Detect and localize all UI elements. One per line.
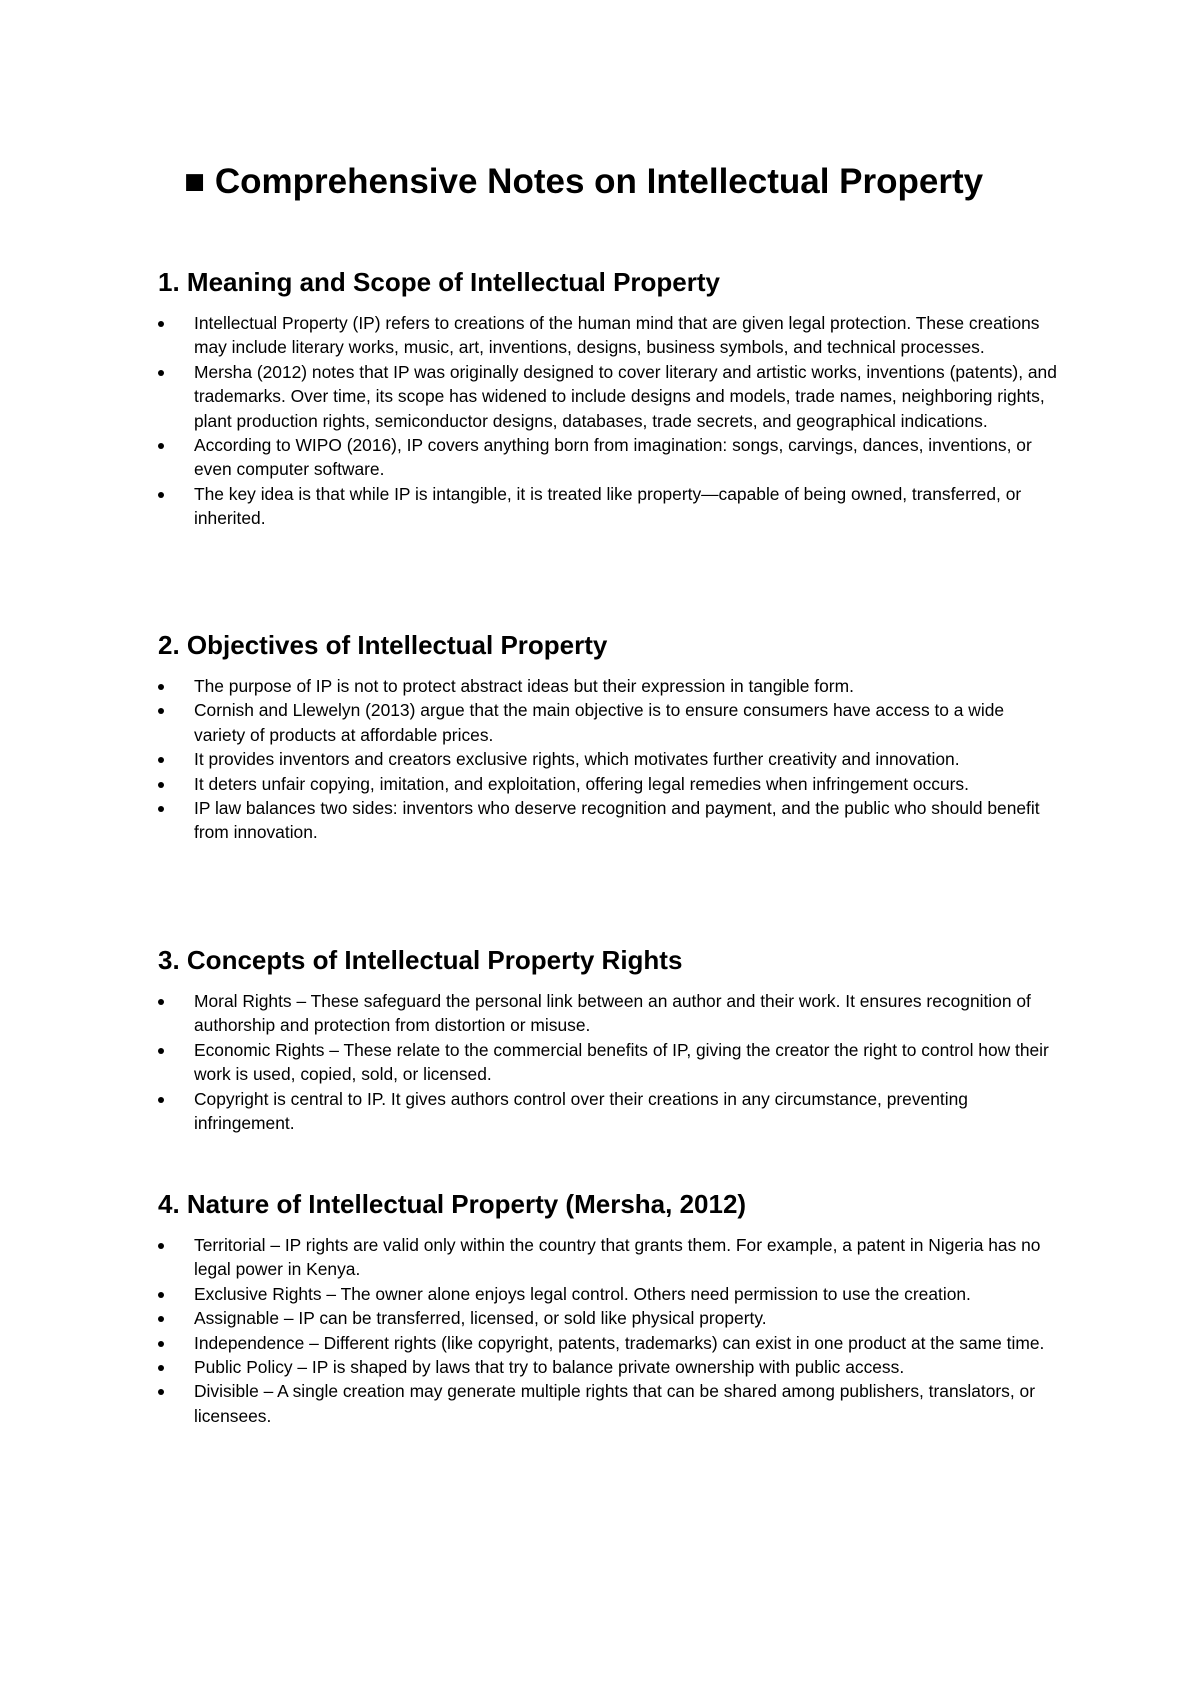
bullet-list [158, 989, 1058, 1135]
section-objectives [158, 628, 1058, 845]
bullet-icon [158, 1365, 164, 1371]
list-item-text: Cornish and Llewelyn (2013) argue that the main objective is to ensure consumers have access to a wide variety of products at affordable prices. [194, 700, 1005, 745]
list-item [158, 772, 1058, 796]
bullet-icon [158, 321, 164, 327]
list-item [158, 433, 1058, 482]
bullet-list [158, 1233, 1058, 1428]
list-item-text: Economic Rights – These relate to the commercial benefits of IP, giving the creator the right to control how their work is used, copied, sold, or licensed. [194, 1039, 1049, 1085]
bullet-list [158, 674, 1058, 845]
bullet-icon [158, 1316, 164, 1322]
list-item [158, 989, 1058, 1038]
bullet-icon [158, 1389, 164, 1395]
section-heading: 3. Concepts of Intellectual Property Rights [158, 945, 683, 975]
bullet-icon [158, 782, 164, 788]
bullet-icon [158, 684, 164, 690]
section-concepts [158, 943, 1058, 1135]
bullet-icon [158, 492, 164, 498]
list-item [158, 747, 1058, 771]
bullet-icon [158, 370, 164, 376]
bullet-icon [158, 1243, 164, 1249]
list-item-text: According to WIPO (2016), IP covers anything born from imagination: songs, carvings, dances, inventions, or even computer software. [194, 435, 1032, 480]
bullet-icon [158, 1341, 164, 1347]
list-item [158, 1355, 1058, 1379]
bullet-list [158, 311, 1058, 531]
bullet-icon [158, 443, 164, 449]
list-item [158, 1331, 1058, 1355]
list-item-text: Mersha (2012) notes that IP was originally designed to cover literary and artistic works, inventions (patents), and trademarks. Over time, its scope has widened to include designs and models, trade names, neighboring rights, plant production rights, semiconductor designs, databases, trade secrets, and geographical indications. [194, 361, 1057, 431]
list-item [158, 1233, 1058, 1282]
bullet-icon [158, 806, 164, 812]
list-item [158, 311, 1058, 360]
list-item [158, 360, 1058, 433]
section-nature [158, 1187, 1058, 1428]
list-item [158, 1306, 1058, 1330]
list-item-text: The key idea is that while IP is intangible, it is treated like property—capable of being owned, transferred, or inherited. [194, 483, 1022, 529]
list-item-text: Moral Rights – These safeguard the personal link between an author and their work. It ensures recognition of authorship and protection from distortion or misuse. [194, 991, 1031, 1036]
bullet-icon [158, 1097, 164, 1103]
list-item-text: IP law balances two sides: inventors who deserve recognition and payment, and the public who should benefit from innovation. [194, 798, 1040, 843]
list-item-text: Public Policy – IP is shaped by laws that try to balance private ownership with public access. [194, 1357, 905, 1378]
list-item-text: The purpose of IP is not to protect abstract ideas but their expression in tangible form. [194, 676, 854, 696]
document-title: ■ Comprehensive Notes on Intellectual Property [184, 162, 984, 201]
list-item-text: Territorial – IP rights are valid only within the country that grants them. For example, a patent in Nigeria has no legal power in Kenya. [194, 1235, 1041, 1280]
list-item-text: Assignable – IP can be transferred, licensed, or sold like physical property. [194, 1308, 767, 1329]
section-heading: 1. Meaning and Scope of Intellectual Property [158, 267, 720, 297]
list-item-text: It deters unfair copying, imitation, and exploitation, offering legal remedies when infringement occurs. [194, 773, 969, 794]
list-item-text: Independence – Different rights (like copyright, patents, trademarks) can exist in one product at the same time. [194, 1332, 1045, 1353]
bullet-icon [158, 708, 164, 714]
list-item-text: Copyright is central to IP. It gives authors control over their creations in any circumstance, preventing infringement. [194, 1088, 968, 1134]
bullet-icon [158, 1292, 164, 1298]
list-item [158, 1282, 1058, 1306]
list-item-text: Exclusive Rights – The owner alone enjoys legal control. Others need permission to use the creation. [194, 1283, 971, 1304]
list-item [158, 1087, 1058, 1136]
list-item-text: Divisible – A single creation may generate multiple rights that can be shared among publishers, translators, or licensees. [194, 1381, 1035, 1426]
list-item [158, 1379, 1058, 1428]
list-item [158, 698, 1058, 747]
list-item [158, 1038, 1058, 1087]
bullet-icon [158, 757, 164, 763]
bullet-icon [158, 999, 164, 1005]
list-item [158, 796, 1058, 845]
list-item [158, 674, 1058, 698]
section-meaning-scope [158, 265, 1058, 531]
bullet-icon [158, 1048, 164, 1054]
list-item [158, 482, 1058, 531]
list-item-text: It provides inventors and creators exclusive rights, which motivates further creativity and innovation. [194, 749, 960, 770]
list-item-text: Intellectual Property (IP) refers to creations of the human mind that are given legal protection. These creations may include literary works, music, art, inventions, designs, business symbols, and technical processes. [194, 313, 1040, 358]
section-heading: 2. Objectives of Intellectual Property [158, 630, 608, 660]
section-heading: 4. Nature of Intellectual Property (Mersha, 2012) [158, 1189, 747, 1219]
